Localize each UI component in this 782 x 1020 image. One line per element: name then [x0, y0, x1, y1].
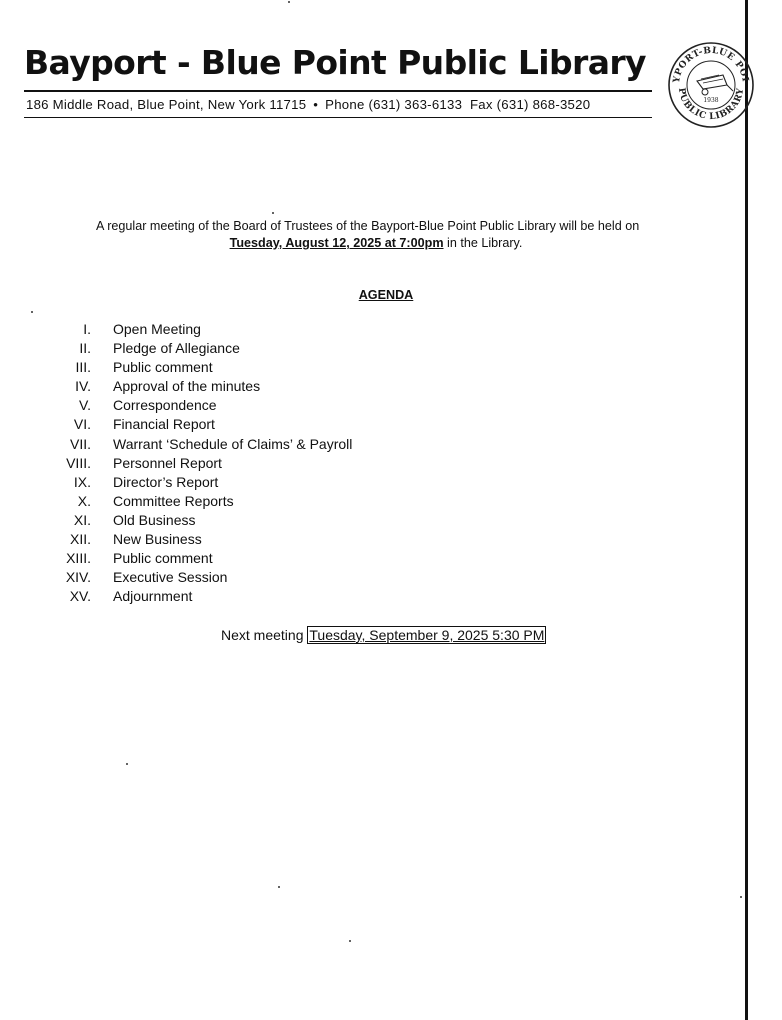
agenda-item-number: III.: [75, 359, 91, 376]
agenda-item-number: VIII.: [66, 454, 91, 471]
agenda-item-label: New Business: [113, 531, 202, 548]
svg-text:1938: 1938: [703, 97, 719, 104]
scan-speck: [278, 886, 280, 888]
address: 186 Middle Road, Blue Point, New York 11715: [26, 97, 307, 112]
agenda-item: [40, 511, 540, 530]
library-name: Bayport - Blue Point Public Library: [24, 43, 646, 82]
notice-line-1: A regular meeting of the Board of Trustees of the Bayport-Blue Point Public Library will be held on: [96, 219, 640, 233]
svg-text:BAYPORT-BLUE POINT: YPORT-BLUE POI: [671, 45, 750, 84]
agenda-item: [40, 435, 540, 454]
agenda-heading: AGENDA: [358, 288, 414, 302]
scan-speck: [31, 311, 33, 313]
phone: Phone (631) 363-6133: [325, 97, 463, 112]
agenda-item: [40, 454, 540, 473]
notice-line-2: [96, 235, 686, 252]
header-rule-top: [24, 90, 652, 92]
agenda-item: [40, 587, 540, 606]
meeting-date-time: Tuesday, August 12, 2025 at 7:00pm: [229, 236, 444, 250]
svg-text:PUBLIC LIBRARY: PUBLIC LIBRARY: [675, 87, 747, 123]
fax: Fax (631) 868-3520: [469, 97, 591, 112]
agenda-item-label: Financial Report: [113, 416, 215, 433]
agenda-item: [40, 320, 540, 339]
agenda-item: [40, 549, 540, 568]
agenda-item: [40, 473, 540, 492]
agenda-item-label: Adjournment: [113, 588, 193, 605]
agenda-item-number: V.: [79, 397, 91, 414]
agenda-item: [40, 568, 540, 587]
agenda-item: [40, 396, 540, 415]
scan-speck: [349, 940, 351, 942]
agenda-item: [40, 339, 540, 358]
agenda-item-number: X.: [77, 492, 91, 509]
agenda-item: [40, 358, 540, 377]
agenda-item-label: Open Meeting: [113, 321, 201, 337]
agenda-item-label: Pledge of Allegiance: [113, 340, 240, 357]
scan-speck: [126, 763, 128, 765]
agenda-item: [40, 415, 540, 434]
header-rule-bottom: [24, 117, 652, 118]
separator: •: [313, 97, 319, 112]
agenda-item-label: Executive Session: [113, 569, 228, 586]
agenda-item-number: XIII.: [66, 550, 91, 567]
agenda-item-label: Personnel Report: [113, 454, 222, 471]
agenda-item-label: Correspondence: [113, 397, 217, 414]
agenda-list: [40, 320, 540, 606]
next-meeting-date: Tuesday, September 9, 2025 5:30 PM: [309, 627, 545, 643]
agenda-item: [40, 492, 540, 511]
agenda-item-label: Public comment: [113, 550, 213, 567]
agenda-item-label: Old Business: [113, 511, 196, 528]
agenda-item-label: Warrant ‘Schedule of Claims’ & Payroll: [113, 435, 353, 452]
agenda-item-label: Approval of the minutes: [113, 378, 261, 395]
scan-speck: [288, 1, 290, 3]
agenda-item-number: IX.: [73, 473, 91, 490]
agenda-item: [40, 530, 540, 549]
contact-line: [26, 97, 590, 112]
agenda-item-label: Director’s Report: [113, 473, 219, 490]
agenda-item-number: VII.: [69, 435, 91, 452]
agenda-item-number: XIV.: [65, 569, 91, 586]
next-meeting-label: Next meeting: [221, 627, 308, 643]
scan-speck: [740, 896, 742, 898]
meeting-notice: [96, 218, 686, 252]
notice-line-2-suffix: in the Library.: [443, 236, 523, 250]
library-seal-icon: [667, 41, 755, 129]
scan-edge-line: [745, 0, 748, 1020]
agenda-item-label: Committee Reports: [113, 492, 234, 509]
agenda-item-number: IV.: [75, 378, 91, 395]
agenda-item: [40, 377, 540, 396]
scan-speck: [272, 212, 274, 214]
agenda-item-number: I.: [83, 321, 91, 337]
agenda-item-number: II.: [79, 340, 91, 357]
next-meeting: [221, 626, 546, 644]
agenda-item-number: VI.: [73, 416, 91, 433]
agenda-item-label: Public comment: [113, 359, 213, 376]
agenda-item-number: XV.: [69, 588, 91, 605]
agenda-item-number: XII.: [69, 531, 91, 548]
agenda-item-number: XI.: [73, 511, 91, 528]
